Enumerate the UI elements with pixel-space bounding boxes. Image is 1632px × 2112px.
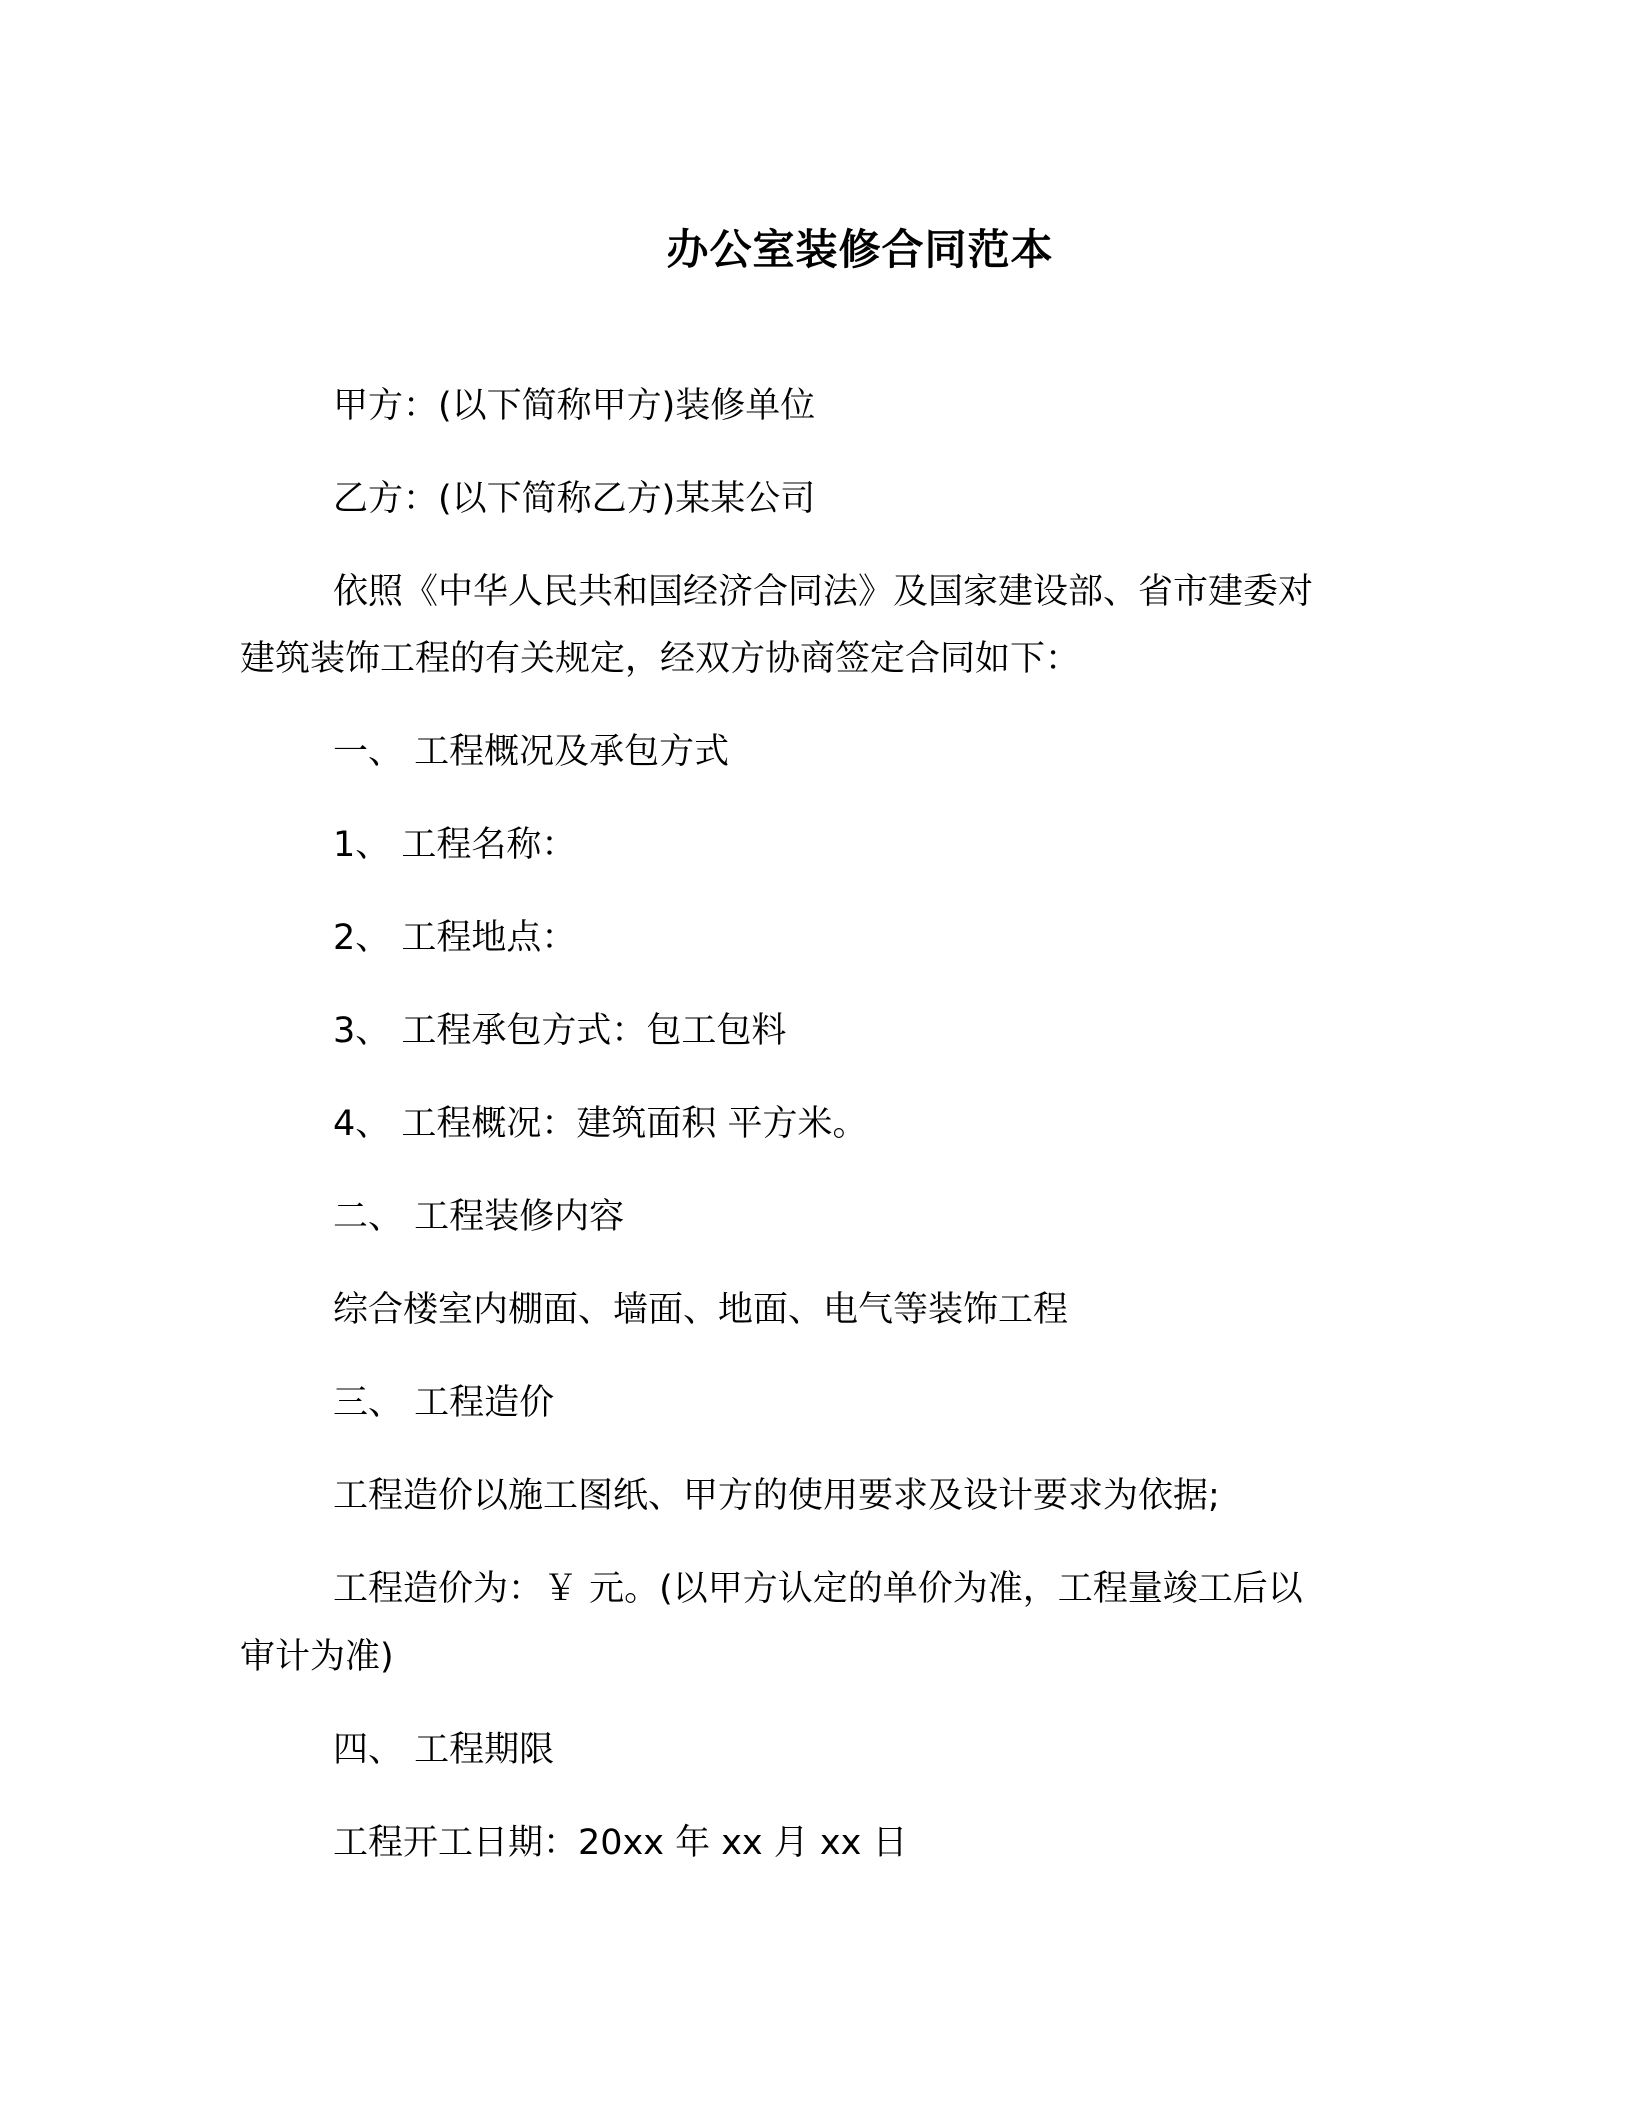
section-1-item-4: 4、 工程概况：建筑面积 平方米。 [333,1104,868,1144]
section-4-heading: 四、 工程期限 [333,1730,555,1770]
section-1-item-2: 2、 工程地点： [333,918,577,958]
preamble-line-1: 依照《中华人民共和国经济合同法》及国家建设部、省市建委对 [333,572,1314,612]
section-4-start-date: 工程开工日期：20xx 年 xx 月 xx 日 [333,1823,908,1863]
section-3-body-2-line-2: 审计为准) [240,1637,394,1677]
section-3-heading: 三、 工程造价 [333,1383,555,1423]
document-title: 办公室装修合同范本 [666,225,1054,274]
section-3-body-2-line-1: 工程造价为：￥ 元。(以甲方认定的单价为准，工程量竣工后以 [333,1569,1303,1609]
section-2-body: 综合楼室内棚面、墙面、地面、电气等装饰工程 [333,1290,1069,1330]
party-b: 乙方：(以下简称乙方)某某公司 [333,479,816,519]
section-1-heading: 一、 工程概况及承包方式 [333,732,730,772]
section-3-body-1: 工程造价以施工图纸、甲方的使用要求及设计要求为依据; [333,1476,1220,1516]
section-1-item-1: 1、 工程名称： [333,825,577,865]
party-a: 甲方：(以下简称甲方)装修单位 [333,386,816,426]
section-2-heading: 二、 工程装修内容 [333,1197,625,1237]
preamble-line-2: 建筑装饰工程的有关规定，经双方协商签定合同如下： [240,639,1081,679]
section-1-item-3: 3、 工程承包方式：包工包料 [333,1011,787,1051]
